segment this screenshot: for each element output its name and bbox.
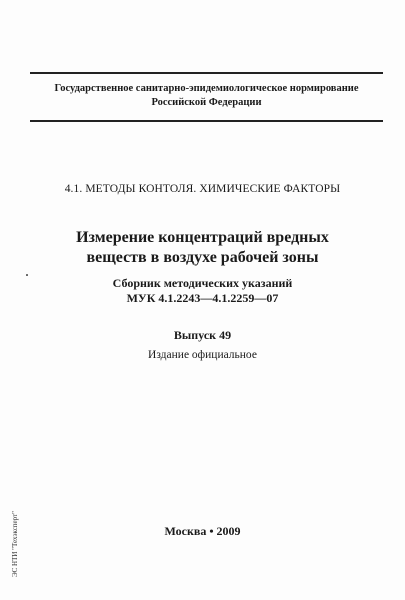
header-line-2: Российской Федерации [151, 97, 262, 108]
series-title: 4.1. МЕТОДЫ КОНТОЛЯ. ХИМИЧЕСКИЕ ФАКТОРЫ [64, 183, 341, 195]
side-stamp: ЭС НТИ "Техэксперт" [11, 511, 19, 577]
scan-speck [26, 274, 28, 276]
header-line-1: Государственное санитарно-эпидемиологическое нормирование [54, 83, 359, 94]
main-title-line-2: веществ в воздухе рабочей зоны [86, 249, 319, 266]
collection-line-2: МУК 4.1.2243—4.1.2259—07 [126, 291, 279, 305]
edition-label: Издание официальное [148, 349, 257, 361]
main-title-line-1: Измерение концентраций вредных [76, 229, 329, 246]
collection-line-1: Сборник методических указаний [112, 276, 293, 290]
publication-place-year: Москва • 2009 [164, 524, 241, 538]
header-box [30, 72, 383, 122]
issue-number: Выпуск 49 [173, 328, 232, 342]
main-title [0, 228, 405, 268]
collection-title [0, 276, 405, 306]
